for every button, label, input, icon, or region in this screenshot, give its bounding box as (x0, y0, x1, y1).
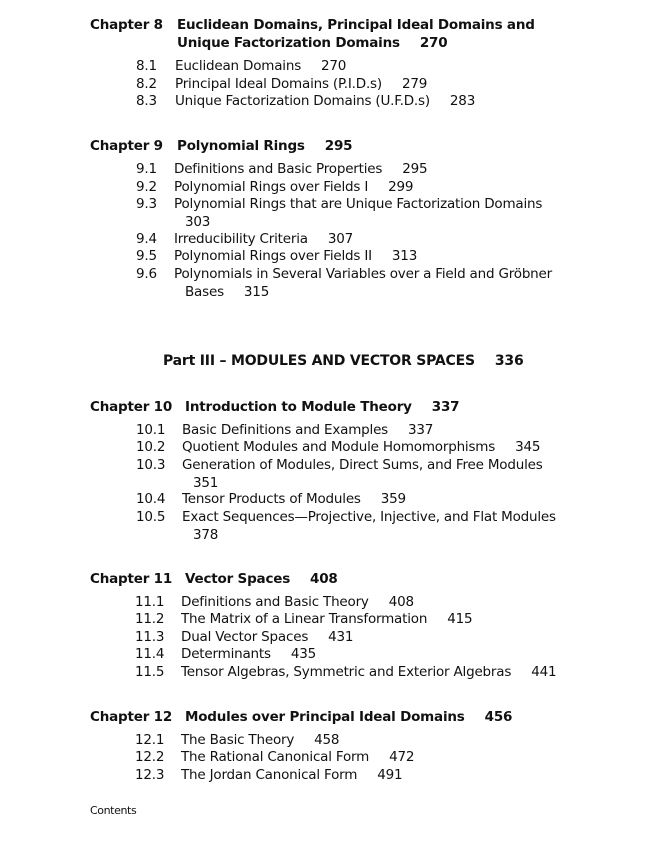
section-title: The Matrix of a Linear Transformation (181, 611, 428, 627)
section-number: 10.5 (136, 509, 166, 525)
chapter-page: 337 (431, 399, 460, 415)
section-number: 12.1 (135, 732, 165, 748)
section-number: 9.3 (136, 196, 157, 212)
section-title: Quotient Modules and Module Homomorphisms (182, 439, 496, 455)
section-page: 315 (243, 283, 270, 300)
section-page: 313 (391, 248, 418, 264)
part-heading (163, 352, 524, 370)
section-number: 8.2 (136, 76, 157, 92)
chapter-12-heading (90, 708, 512, 726)
chapter-label: Chapter 8 (90, 17, 163, 33)
chapter-page: 408 (310, 571, 338, 587)
section-title: The Rational Canonical Form (181, 749, 370, 765)
section-title: Dual Vector Spaces (181, 629, 309, 645)
chapter-10-heading (90, 398, 459, 416)
section-number: 11.4 (135, 646, 165, 662)
section-page: 345 (515, 439, 541, 455)
chapter-label: Chapter 11 (90, 571, 173, 587)
section-page: 435 (290, 646, 316, 662)
section-number: 8.3 (136, 93, 157, 109)
section-number: 9.4 (136, 231, 157, 247)
section-number: 9.1 (136, 161, 157, 177)
section-title-cont: Bases (185, 283, 224, 300)
section-title: Unique Factorization Domains (U.F.D.s) (175, 93, 430, 109)
section-title: Polynomials in Several Variables over a Field and Gröbner (174, 266, 552, 282)
section-page: 307 (327, 231, 354, 247)
section-number: 11.5 (135, 664, 165, 680)
section-title: Irreducibility Criteria (174, 231, 308, 247)
section-title: Euclidean Domains (175, 58, 302, 74)
section-page: 270 (321, 58, 347, 74)
part-page: 336 (494, 353, 524, 369)
part-title: Part III – MODULES AND VECTOR SPACES (163, 353, 475, 369)
running-footer: Contents (90, 804, 137, 817)
chapter-label: Chapter 9 (90, 138, 163, 154)
section-page: 408 (388, 594, 414, 610)
chapter-8-heading (90, 16, 535, 52)
chapter-title: Introduction to Module Theory (185, 399, 412, 415)
section-page: 458 (314, 732, 340, 748)
section-number: 11.3 (135, 629, 165, 645)
chapter-page: 295 (324, 138, 353, 154)
section-number: 9.5 (136, 248, 157, 264)
chapter-9-heading (90, 137, 352, 155)
section-title: Exact Sequences—Projective, Injective, and Flat Modules (182, 509, 556, 525)
chapter-title: Vector Spaces (185, 571, 291, 587)
chapter-label: Chapter 10 (90, 399, 173, 415)
section-page: 441 (531, 664, 557, 680)
section-number: 12.2 (135, 749, 165, 765)
section-page: 303 (185, 213, 211, 230)
section-page: 283 (449, 93, 476, 109)
chapter-title-line2: Unique Factorization Domains (177, 35, 400, 51)
section-page: 295 (402, 161, 428, 177)
section-number: 11.2 (135, 611, 165, 627)
section-title: Tensor Products of Modules (182, 491, 361, 507)
section-number: 10.1 (136, 422, 166, 438)
section-title: The Basic Theory (181, 732, 295, 748)
section-number: 10.3 (136, 457, 166, 473)
section-title: Determinants (181, 646, 271, 662)
section-page: 472 (389, 749, 415, 765)
chapter-label: Chapter 12 (90, 709, 173, 725)
section-page: 378 (193, 526, 219, 543)
section-number: 8.1 (136, 58, 157, 74)
chapter-title: Modules over Principal Ideal Domains (185, 709, 465, 725)
section-page: 415 (447, 611, 473, 627)
section-page: 431 (328, 629, 354, 645)
section-title: Tensor Algebras, Symmetric and Exterior Algebras (181, 664, 512, 680)
section-title: Generation of Modules, Direct Sums, and Free Modules (182, 457, 543, 473)
section-number: 12.3 (135, 767, 165, 783)
chapter-page: 456 (484, 709, 513, 725)
section-page: 359 (380, 491, 406, 507)
chapter-title-line1: Euclidean Domains, Principal Ideal Domains and (177, 17, 535, 33)
section-number: 10.2 (136, 439, 166, 455)
chapter-title: Polynomial Rings (177, 138, 305, 154)
section-page: 299 (388, 179, 414, 195)
section-title: The Jordan Canonical Form (181, 767, 358, 783)
section-title: Definitions and Basic Theory (181, 594, 369, 610)
section-title: Polynomial Rings over Fields I (174, 179, 369, 195)
section-number: 11.1 (135, 594, 165, 610)
section-title: Polynomial Rings over Fields II (174, 248, 372, 264)
section-page: 351 (193, 474, 219, 491)
section-number: 9.2 (136, 179, 157, 195)
section-title: Definitions and Basic Properties (174, 161, 383, 177)
section-page: 337 (408, 422, 434, 438)
section-page: 279 (401, 76, 428, 92)
section-number: 10.4 (136, 491, 166, 507)
chapter-page: 270 (419, 35, 448, 51)
chapter-11-heading (90, 570, 338, 588)
section-title: Polynomial Rings that are Unique Factorization Domains (174, 196, 543, 212)
section-page: 491 (377, 767, 403, 783)
section-title: Principal Ideal Domains (P.I.D.s) (175, 76, 382, 92)
section-title: Basic Definitions and Examples (182, 422, 389, 438)
section-number: 9.6 (136, 266, 157, 282)
